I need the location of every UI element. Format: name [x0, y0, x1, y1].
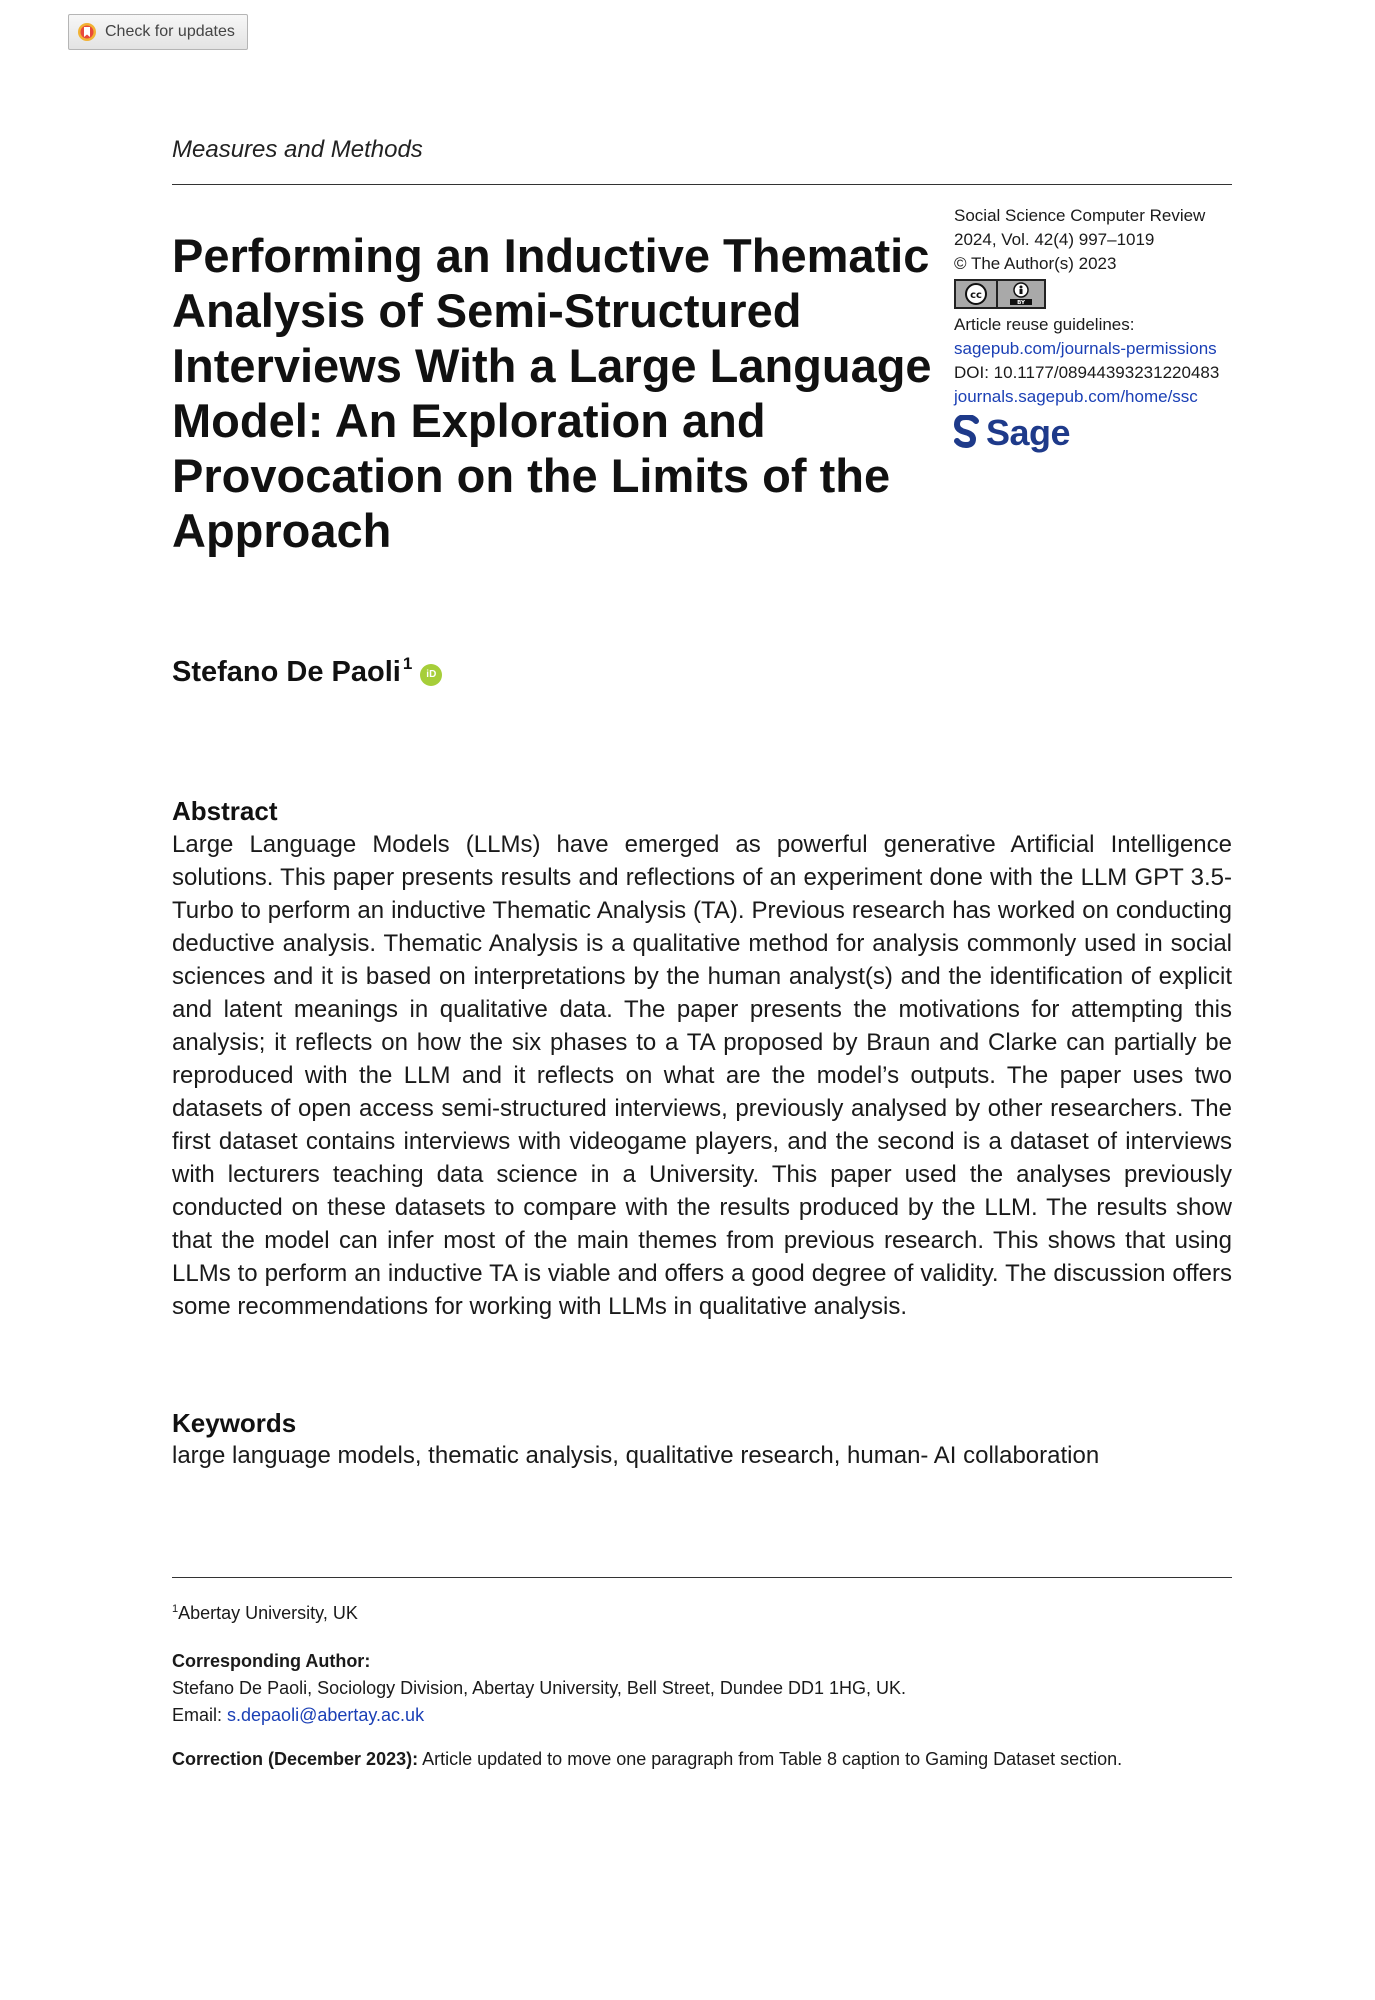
affiliation-note: [172, 1596, 1232, 1627]
section-label: Measures and Methods: [172, 136, 423, 163]
sage-logo-text: Sage: [986, 412, 1071, 453]
journal-homepage-link[interactable]: journals.sagepub.com/home/ssc: [954, 387, 1198, 406]
cc-icon: [956, 281, 996, 307]
abstract-body: Large Language Models (LLMs) have emerged as powerful generative Artificial Intelligence solutions. This paper presents results and reflections of an experiment done with the LLM GPT 3.5-Turbo to perform an inductive Thematic Analysis (TA). Previous research has worked on conducting deductive analysis. Thematic Analysis is a qualitative method for analysis commonly used in social sciences and it is based on interpretations by the human analyst(s) and the identification of explicit and latent meanings in qualitative data. The paper presents the motivations for attempting this analysis; it reflects on how the six phases to a TA proposed by Braun and Clarke can partially be reproduced with the LLM and it reflects on what are the model’s outputs. The paper uses two datasets of open access semi-structured interviews, previously analysed by other researchers. The first dataset contains interviews with videogame players, and the second is a dataset of interviews with lecturers teaching data science in a University. This paper used the analyses previously conducted on these datasets to compare with the results produced by the LLM. The results show that the model can infer most of the main themes from previous research. This shows that using LLMs to perform an inductive TA is viable and offers a good degree of validity. The discussion offers some recommendations for working with LLMs in qualitative analysis.: [172, 831, 1232, 1320]
journal-copyright: © The Author(s) 2023: [954, 254, 1117, 273]
author-line: [172, 656, 442, 689]
permissions-link[interactable]: sagepub.com/journals-permissions: [954, 339, 1217, 358]
svg-text:BY: BY: [1017, 300, 1025, 306]
cc-by-icon[interactable]: [954, 279, 1046, 309]
doi: DOI: 10.1177/08944393231220483: [954, 363, 1220, 382]
sage-logo: [954, 412, 1234, 453]
corresponding-author-label: Corresponding Author:: [172, 1651, 371, 1671]
sage-s-icon: [954, 415, 980, 451]
affiliation-marker: 1: [172, 1603, 179, 1615]
corresponding-author-block: [172, 1648, 1232, 1729]
orcid-icon[interactable]: iD: [420, 664, 442, 686]
keywords-heading: Keywords: [172, 1408, 297, 1438]
email-link[interactable]: s.depaoli@abertay.ac.uk: [227, 1705, 425, 1725]
svg-text:cc: cc: [970, 290, 982, 301]
reuse-guidelines-label: Article reuse guidelines:: [954, 315, 1135, 334]
top-divider: [172, 184, 1232, 185]
journal-info: [954, 204, 1234, 451]
check-for-updates-label: Check for updates: [105, 23, 235, 40]
keywords-body: large language models, thematic analysis, qualitative research, human- AI collaboration: [172, 1442, 1100, 1469]
author-affiliation-marker: 1: [402, 654, 413, 673]
email-label: Email:: [172, 1705, 228, 1725]
journal-volume: 2024, Vol. 42(4) 997–1019: [954, 230, 1155, 249]
correction-note: [172, 1746, 1232, 1773]
article-title: Performing an Inductive Thematic Analysis of Semi-Structured Interviews With a Large Language Model: An Exploration and Provocation on the Limits of the Approach: [172, 229, 932, 557]
bookmark-icon: [77, 22, 97, 42]
author-name: Stefano De Paoli: [172, 656, 401, 688]
by-icon: [996, 281, 1044, 307]
corresponding-author-email-line: [172, 1702, 1232, 1729]
correction-label: Correction (December 2023):: [172, 1749, 419, 1769]
corresponding-author-address: Stefano De Paoli, Sociology Division, Abertay University, Bell Street, Dundee DD1 1HG, UK.: [172, 1678, 907, 1698]
affiliation-text: Abertay University, UK: [178, 1603, 358, 1623]
check-for-updates-button[interactable]: [68, 14, 248, 50]
correction-text: Article updated to move one paragraph from Table 8 caption to Gaming Dataset section.: [418, 1749, 1123, 1769]
journal-name: Social Science Computer Review: [954, 206, 1206, 225]
footer-divider: [172, 1577, 1232, 1578]
abstract-heading: Abstract: [172, 796, 278, 826]
